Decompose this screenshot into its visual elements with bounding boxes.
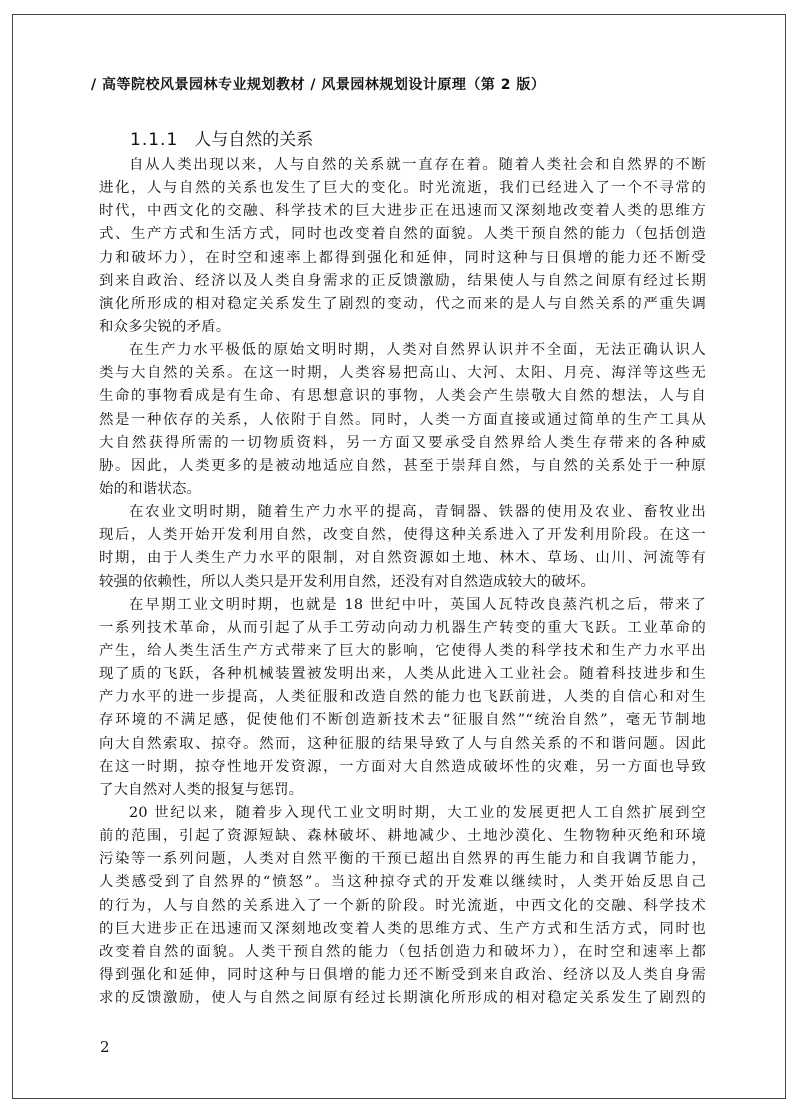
section-number: 1.1.1 <box>130 130 179 150</box>
text-line: 时代，中西文化的交融、科学技术的巨大进步正在迅速而又深刻地改变着人类的思维方 <box>99 203 706 220</box>
page-number: 2 <box>100 1038 110 1056</box>
text-line: 大自然获得所需的一切物质资料，另一方面又要承受自然界给人类生存带来的各种威 <box>99 434 706 451</box>
text-line: 在生产力水平极低的原始文明时期，人类对自然界认识并不全面，无法正确认识人 <box>129 342 706 359</box>
text-line: 现后，人类开始开发利用自然，改变自然，使得这种关系进入了开发利用阶段。在这一 <box>99 527 706 544</box>
text-line: 产力水平的进一步提高，人类征服和改造自然的能力也飞跃前进，人类的自信心和对生 <box>99 689 706 706</box>
section-title: 人与自然的关系 <box>194 130 314 150</box>
text-line: 和众多尖锐的矛盾。 <box>99 318 231 335</box>
text-line: 了大自然对人类的报复与惩罚。 <box>99 781 304 798</box>
text-line: 类与大自然的关系。在这一时期，人类容易把高山、大河、太阳、月亮、海洋等这些无 <box>99 365 706 382</box>
text-line: 污染等一系列问题，人类对自然平衡的干预已超出自然界的再生能力和自我调节能力， <box>99 851 706 868</box>
text-line: 较强的依赖性，所以人类只是开发利用自然，还没有对自然造成较大的破坏。 <box>99 573 596 590</box>
text-line: 到来自政治、经济以及人类自身需求的正反馈激励，结果使人与自然之间原有经过长期 <box>99 272 706 289</box>
text-line: 得到强化和延伸，同时这种与日俱增的能力还不断受到来自政治、经济以及人类自身需 <box>99 966 706 983</box>
paragraph-4 <box>99 594 706 802</box>
text-line: 求的反馈激励，使人与自然之间原有经过长期演化所形成的相对稳定关系发生了剧烈的 <box>99 990 706 1007</box>
text-line: 自从人类出现以来，人与自然的关系就一直存在着。随着人类社会和自然界的不断 <box>129 157 706 173</box>
text-line: 产生，给人类生活生产方式带来了巨大的影响，它使得人类的科学技术和生产力水平出 <box>99 642 706 659</box>
text-line: 的巨大进步正在迅速而又深刻地改变着人类的思维方式、生产方式和生活方式，同时也 <box>99 920 706 937</box>
paragraph-1 <box>99 154 706 339</box>
text-line: 时期，由于人类生产力水平的限制，对自然资源如土地、林木、草场、山川、河流等有 <box>99 550 706 567</box>
text-line: 人类感受到了自然界的“愤怒”。当这种掠夺式的开发难以继续时，人类开始反思自己 <box>99 874 706 891</box>
text-line: 一系列技术革命，从而引起了从手工劳动向动力机器生产转变的重大飞跃。工业革命的 <box>99 619 706 636</box>
text-line: 20 世纪以来，随着步入现代工业文明时期，大工业的发展更把人工自然扩展到空 <box>129 804 706 821</box>
text-line: 在早期工业文明时期，也就是 18 世纪中叶，英国人瓦特改良蒸汽机之后，带来了 <box>129 596 706 613</box>
paragraph-5 <box>99 802 706 1010</box>
paragraph-2 <box>99 339 706 501</box>
text-line: 现了质的飞跃，各种机械装置被发明出来，人类从此进入工业社会。随着科技进步和生 <box>99 666 706 683</box>
body-text <box>99 154 706 1010</box>
text-line: 然是一种依存的关系，人依附于自然。同时，人类一方面直接或通过简单的生产工具从 <box>99 411 706 428</box>
text-line: 始的和谐状态。 <box>99 480 202 497</box>
text-line: 存环境的不满足感，促使他们不断创造新技术去“征服自然”“统治自然”，毫无节制地 <box>99 712 706 729</box>
text-line: 式、生产方式和生活方式，同时也改变着自然的面貌。人类干预自然的能力（包括创造 <box>99 226 706 243</box>
text-line: 在这一时期，掠夺性地开发资源，一方面对大自然造成破坏性的灾难，另一方面也导致 <box>99 758 706 775</box>
text-line: 的行为，人与自然的关系进入了一个新的阶段。时光流逝，中西文化的交融、科学技术 <box>99 897 706 914</box>
section-heading <box>130 125 313 150</box>
paragraph-3 <box>99 501 706 594</box>
text-line: 力和破坏力），在时空和速率上都得到强化和延伸，同时这种与日俱增的能力还不断受 <box>99 249 706 266</box>
text-line: 前的范围，引起了资源短缺、森林破坏、耕地减少、土地沙漠化、生物物种灭绝和环境 <box>99 828 706 845</box>
text-line: 胁。因此，人类更多的是被动地适应自然，甚至于崇拜自然，与自然的关系处于一种原 <box>99 457 706 474</box>
running-header: / 高等院校风景园林专业规划教材 / 风景园林规划设计原理（第 2 版） <box>91 77 546 93</box>
text-line: 向大自然索取、掠夺。然而，这种征服的结果导致了人与自然关系的不和谐问题。因此 <box>99 735 706 752</box>
text-line: 改变着自然的面貌。人类干预自然的能力（包括创造力和破坏力），在时空和速率上都 <box>99 943 706 960</box>
text-line: 进化，人与自然的关系也发生了巨大的变化。时光流逝，我们已经进入了一个不寻常的 <box>99 180 706 197</box>
text-line: 在农业文明时期，随着生产力水平的提高，青铜器、铁器的使用及农业、畜牧业出 <box>129 504 706 521</box>
text-line: 演化所形成的相对稳定关系发生了剧烈的变动，代之而来的是人与自然关系的严重失调 <box>99 295 706 312</box>
text-line: 生命的事物看成是有生命、有思想意识的事物，人类会产生崇敬大自然的想法，人与自 <box>99 388 706 405</box>
